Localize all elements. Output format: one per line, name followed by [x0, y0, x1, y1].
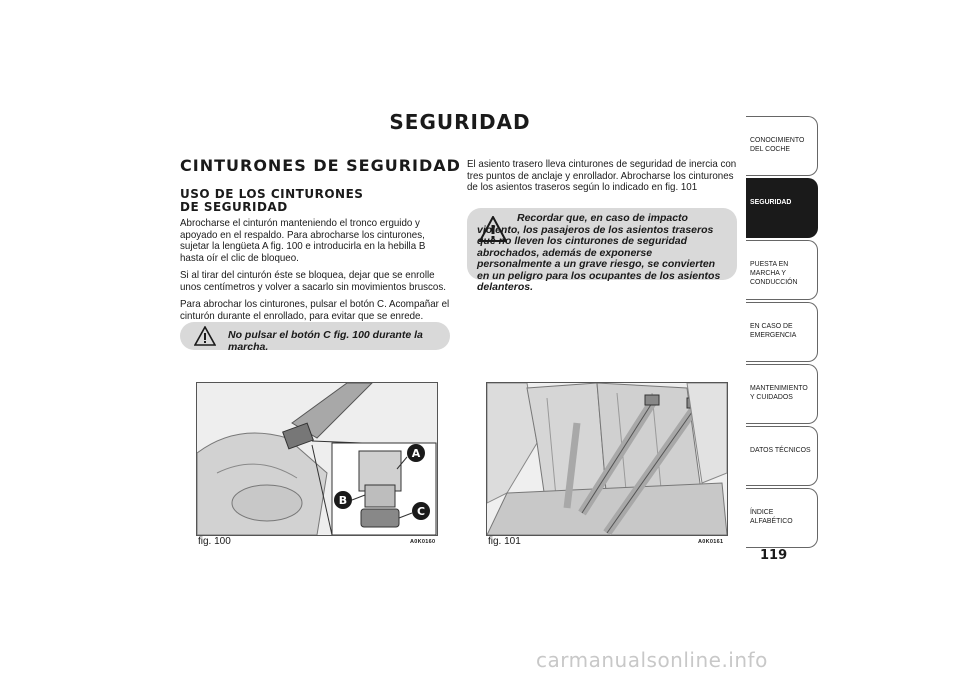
figure-100-code: A0K0160: [410, 539, 436, 545]
paragraph: Abrocharse el cinturón manteniendo el tronco erguido y apoyado en el respaldo. Para abrocharse los cinturones, sujetar la lengüeta A fig. 100 e introducirla en la hebilla B hasta oír el clic de bloqueo.: [180, 217, 426, 264]
watermark: carmanualsonline.info: [536, 648, 768, 672]
figure-101-code: A0K0161: [698, 539, 724, 545]
warning-box-left: [180, 322, 450, 353]
tab-datos-tecnicos[interactable]: DATOS TÉCNICOS: [746, 426, 818, 486]
figure-100-image: [196, 382, 438, 536]
label-c: C: [416, 505, 426, 518]
figure-100-caption: fig. 100: [198, 536, 231, 547]
sub-heading-line2: DE SEGURIDAD: [180, 200, 288, 214]
page-number: 119: [760, 548, 788, 563]
warning-box-right: [467, 208, 737, 293]
warning-text-right: Recordar que, en caso de impacto violento, los pasajeros de los asientos traseros que no lleven los cinturones de seguridad abrochados, además de exponerse personalmente a un grave riesgo, se convierten en un peligro para los ocupantes de los asientos delanteros.: [477, 212, 721, 293]
left-column-text: [180, 218, 450, 328]
sub-heading-line1: USO DE LOS CINTURONES: [180, 187, 364, 201]
tab-en-caso-de-emergencia[interactable]: EN CASO DE EMERGENCIA: [746, 302, 818, 362]
sub-heading: [180, 188, 380, 214]
tab-seguridad[interactable]: SEGURIDAD: [746, 178, 818, 238]
section-title: SEGURIDAD: [389, 110, 531, 134]
tab-indice-alfabetico[interactable]: ÍNDICE ALFABÉTICO: [746, 488, 818, 548]
tab-conocimiento-del-coche[interactable]: CONOCIMIENTO DEL COCHE: [746, 116, 818, 176]
warning-triangle-icon: [194, 326, 216, 346]
paragraph: Para abrochar los cinturones, pulsar el botón C. Acompañar el cinturón durante el enrollado, para evitar que se enrede.: [180, 298, 450, 322]
tab-mantenimiento[interactable]: MANTENIMIENTO Y CUIDADOS: [746, 364, 818, 424]
label-b: B: [338, 494, 348, 507]
figure-101-caption: fig. 101: [488, 536, 521, 547]
warning-text-left: No pulsar el botón C fig. 100 durante la marcha.: [228, 329, 423, 353]
figure-101-image: [486, 382, 728, 536]
label-a: A: [411, 447, 421, 460]
seatbelt-buckle-illustration: [197, 383, 437, 535]
right-column-text: [467, 159, 737, 200]
paragraph: El asiento trasero lleva cinturones de seguridad de inercia con tres puntos de anclaje y enrollador. Abrocharse los cinturones de los asientos traseros según lo indicado en fig. 101: [467, 158, 737, 193]
paragraph: Si al tirar del cinturón éste se bloquea, dejar que se enrolle unos centímetros y volver a sacarlo sin movimientos bruscos.: [180, 269, 446, 293]
main-heading: CINTURONES DE SEGURIDAD: [180, 156, 461, 175]
tab-puesta-en-marcha[interactable]: PUESTA EN MARCHA Y CONDUCCIÓN: [746, 240, 818, 300]
rear-seat-belts-illustration: [487, 383, 727, 535]
